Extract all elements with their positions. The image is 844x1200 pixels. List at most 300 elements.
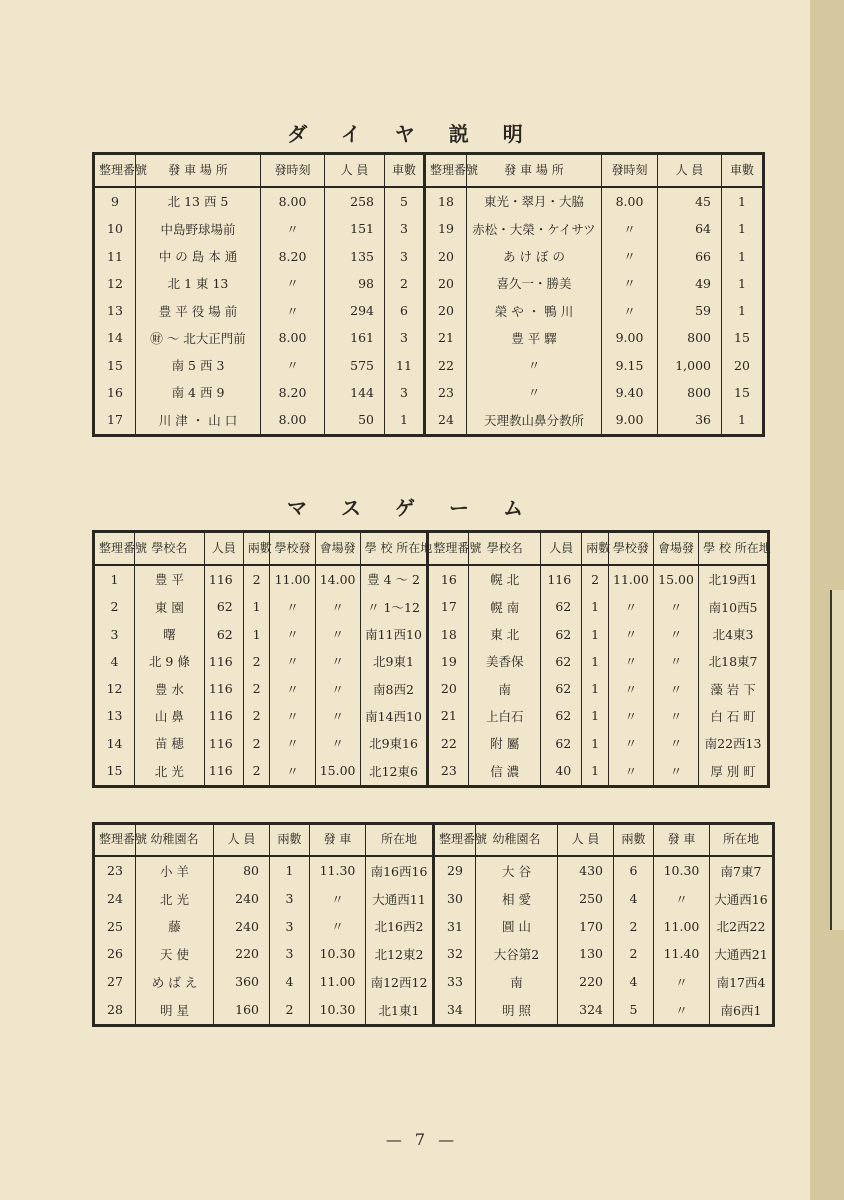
kinder-cell: 25 [94,912,136,940]
mass-cell: 116 [204,675,243,702]
kinder-cell: 360 [214,968,270,996]
mass-cell: 〃 [270,757,315,787]
kinder-cell: 6 [614,856,654,885]
kinder-cell: 170 [558,912,614,940]
kinder-cell: 藤 [136,912,214,940]
dia-cell: 〃 [261,270,325,297]
mass-cell: 62 [541,621,582,648]
kinder-cell: 〃 [654,995,710,1025]
table-row [94,593,769,620]
dia-cell: 〃 [261,351,325,378]
mass-cell: 2 [582,565,609,594]
mass-cell: 藻 岩 下 [699,675,769,702]
mass-cell: 〃 [315,730,360,757]
mass-cell: 山 鼻 [135,702,205,729]
dia-cell: 6 [385,297,425,324]
kinder-header: 整理番號 [434,824,476,856]
mass-cell: 上白石 [469,702,541,729]
dia-cell: 1 [385,406,425,436]
table-row [94,242,764,269]
mass-cell: 〃 [315,702,360,729]
dia-header: 發時刻 [602,154,658,187]
mass-cell: 北18東7 [699,648,769,675]
mass-cell: 幌 北 [469,565,541,594]
kinder-cell: 430 [558,856,614,885]
dia-cell: 12 [94,270,136,297]
mass-cell: 11.00 [608,565,653,594]
mass-cell: 15 [94,757,135,787]
dia-header: 發 車 場 所 [467,154,602,187]
kinder-cell: 圓 山 [476,912,558,940]
table-row [94,675,769,702]
kinder-cell: 相 愛 [476,885,558,913]
dia-cell: 11 [385,351,425,378]
dia-cell: 15 [722,379,764,406]
dia-cell: 3 [385,324,425,351]
dia-cell: 59 [658,297,722,324]
kinder-cell: 23 [94,856,136,885]
dia-table [92,152,765,437]
dia-cell: 8.00 [261,187,325,216]
dia-cell: 24 [425,406,467,436]
mass-cell: 1 [243,621,270,648]
mass-cell: 信 濃 [469,757,541,787]
kinder-cell: 南16西16 [366,856,434,885]
kinder-cell: 324 [558,995,614,1025]
mass-header: 學校發 [270,532,315,565]
mass-cell: 南10西5 [699,593,769,620]
mass-cell: 豊 平 [135,565,205,594]
mass-cell: 〃 [315,621,360,648]
mass-cell: 13 [94,702,135,729]
table-row [94,621,769,648]
dia-cell: 5 [385,187,425,216]
kinder-cell: 31 [434,912,476,940]
mass-cell: 1 [582,702,609,729]
kinder-header: 兩數 [270,824,310,856]
mass-cell: 南22西13 [699,730,769,757]
kinder-header: 發 車 [654,824,710,856]
mass-cell: 北19西1 [699,565,769,594]
dia-header: 整理番號 [425,154,467,187]
mass-cell: 〃 [608,675,653,702]
kinder-cell: 4 [614,968,654,996]
kinder-cell: 明 星 [136,995,214,1025]
dia-cell: 21 [425,324,467,351]
mass-cell: 北 9 條 [135,648,205,675]
dia-cell: 575 [325,351,385,378]
dia-cell: 〃 [602,270,658,297]
dia-cell: 1,000 [658,351,722,378]
dia-cell: 800 [658,324,722,351]
kinder-cell: 240 [214,885,270,913]
dia-cell: 8.00 [261,406,325,436]
dia-cell: 9.00 [602,324,658,351]
mass-cell: 17 [428,593,469,620]
mass-cell: 62 [204,593,243,620]
mass-cell: 1 [243,593,270,620]
mass-cell: 〃 [654,648,699,675]
mass-cell: 〃 [654,621,699,648]
mass-cell: 62 [541,702,582,729]
mass-cell: 〃 [654,757,699,787]
dia-cell: 800 [658,379,722,406]
kinder-cell: 220 [558,968,614,996]
mass-cell: 豊 水 [135,675,205,702]
kinder-header: 所在地 [366,824,434,856]
mass-cell: 14 [94,730,135,757]
dia-cell: 中 の 島 本 通 [136,242,261,269]
mass-cell: 〃 [608,730,653,757]
mass-header: 整理番號 [428,532,469,565]
kinder-cell: 24 [94,885,136,913]
kinder-cell: 1 [270,856,310,885]
dia-header: 發 車 場 所 [136,154,261,187]
mass-cell: 116 [204,648,243,675]
kinder-cell: 3 [270,885,310,913]
dia-cell: 98 [325,270,385,297]
mass-cell: 〃 [654,730,699,757]
kinder-cell: 5 [614,995,654,1025]
mass-cell: 23 [428,757,469,787]
kinder-cell: 小 羊 [136,856,214,885]
mass-cell: 東 北 [469,621,541,648]
dia-cell: 161 [325,324,385,351]
dia-cell: 3 [385,379,425,406]
table-row [94,324,764,351]
mass-cell: 南14西10 [360,702,428,729]
dia-cell: 16 [94,379,136,406]
mass-header: 會場發 [315,532,360,565]
kinder-cell: 北1東1 [366,995,434,1025]
kinder-cell: 250 [558,885,614,913]
mass-cell: 附 屬 [469,730,541,757]
mass-cell: 〃 1～12 [360,593,428,620]
kinder-cell: 30 [434,885,476,913]
mass-cell: 16 [428,565,469,594]
table-row [94,187,764,216]
mass-table [92,530,770,788]
mass-cell: 2 [243,702,270,729]
dia-cell: 南 5 西 3 [136,351,261,378]
mass-cell: 62 [541,648,582,675]
dia-cell: 3 [385,215,425,242]
mass-cell: 4 [94,648,135,675]
mass-cell: 〃 [270,675,315,702]
mass-cell: 南11西10 [360,621,428,648]
mass-cell: 116 [541,565,582,594]
table-row [94,995,774,1025]
mass-cell: 116 [204,702,243,729]
page-number: — 7 — [385,1130,459,1149]
kinder-cell: 大通西11 [366,885,434,913]
mass-cell: 苗 穂 [135,730,205,757]
kinder-header: 發 車 [310,824,366,856]
dia-cell: 1 [722,406,764,436]
dia-cell: 10 [94,215,136,242]
dia-cell: 19 [425,215,467,242]
mass-cell: 〃 [654,702,699,729]
mass-cell: 116 [204,730,243,757]
mass-cell: 〃 [608,648,653,675]
mass-cell: 3 [94,621,135,648]
dia-cell: 〃 [602,242,658,269]
dia-cell: 49 [658,270,722,297]
mass-cell: 北4東3 [699,621,769,648]
kinder-cell: 220 [214,940,270,968]
table-row [94,648,769,675]
dia-cell: 20 [722,351,764,378]
mass-cell: 豊 4 ～ 2 [360,565,428,594]
mass-cell: 22 [428,730,469,757]
kinder-cell: 北 光 [136,885,214,913]
kinder-cell: 80 [214,856,270,885]
dia-cell: 45 [658,187,722,216]
dia-cell: 〃 [261,215,325,242]
dia-cell: 豊 平 驛 [467,324,602,351]
kinder-cell: 32 [434,940,476,968]
dia-cell: 36 [658,406,722,436]
kinder-cell: 34 [434,995,476,1025]
mass-cell: 12 [94,675,135,702]
mass-cell: 1 [582,675,609,702]
dia-cell: 8.00 [602,187,658,216]
mass-cell: 北 光 [135,757,205,787]
dia-cell: 1 [722,215,764,242]
kinder-cell: 南12西12 [366,968,434,996]
kinder-cell: 南 [476,968,558,996]
kinder-cell: 南17西4 [710,968,774,996]
mass-cell: 116 [204,565,243,594]
kinder-cell: 天 使 [136,940,214,968]
table-row [94,565,769,594]
dia-cell: 喜久一・勝美 [467,270,602,297]
mass-header: 兩數 [582,532,609,565]
mass-header: 學校發 [608,532,653,565]
kinder-header: 兩數 [614,824,654,856]
table-row [94,215,764,242]
kinder-cell: 明 照 [476,995,558,1025]
kinder-cell: 2 [614,912,654,940]
mass-cell: 1 [582,621,609,648]
mass-cell: 〃 [608,702,653,729]
table-row [94,702,769,729]
mass-cell: 20 [428,675,469,702]
mass-header: 整理番號 [94,532,135,565]
kinder-header: 人 員 [558,824,614,856]
kinder-cell: 〃 [654,968,710,996]
mass-header: 人員 [541,532,582,565]
kinder-cell: め ば え [136,968,214,996]
kinder-header: 幼稚園名 [476,824,558,856]
mass-header: 學 校 所在地 [360,532,428,565]
dia-cell: 66 [658,242,722,269]
kinder-cell: 北16西2 [366,912,434,940]
dia-cell: 赤松・大榮・ケイサツ [467,215,602,242]
kinder-cell: 11.00 [654,912,710,940]
dia-cell: 〃 [602,297,658,324]
mass-cell: 南8西2 [360,675,428,702]
dia-header: 車數 [722,154,764,187]
dia-cell: 15 [94,351,136,378]
kinder-header: 整理番號 [94,824,136,856]
mass-cell: 62 [541,593,582,620]
dia-cell: 135 [325,242,385,269]
dia-cell: 13 [94,297,136,324]
table-row [94,885,774,913]
dia-cell: 9.40 [602,379,658,406]
index-tab [830,590,844,930]
mass-cell: 19 [428,648,469,675]
dia-header: 人 員 [325,154,385,187]
dia-cell: あ け ぼ の [467,242,602,269]
mass-cell: 116 [204,757,243,787]
mass-cell: 厚 別 町 [699,757,769,787]
kinder-cell: 29 [434,856,476,885]
dia-cell: 258 [325,187,385,216]
dia-cell: 1 [722,297,764,324]
mass-cell: 〃 [315,675,360,702]
mass-cell: 〃 [608,757,653,787]
dia-cell: 9.00 [602,406,658,436]
mass-cell: 21 [428,702,469,729]
table-row [94,940,774,968]
table-row [94,270,764,297]
dia-cell: 15 [722,324,764,351]
mass-header: 學 校 所在地 [699,532,769,565]
mass-cell: 62 [541,675,582,702]
kinder-cell: 3 [270,940,310,968]
table-row [94,406,764,436]
mass-cell: 62 [204,621,243,648]
mass-cell: 美香保 [469,648,541,675]
dia-cell: 中島野球場前 [136,215,261,242]
kinder-header: 幼稚園名 [136,824,214,856]
mass-cell: 15.00 [654,565,699,594]
dia-cell: 1 [722,187,764,216]
kinder-cell: 大谷第2 [476,940,558,968]
mass-cell: 東 園 [135,593,205,620]
mass-cell: 2 [243,730,270,757]
dia-cell: 〃 [602,215,658,242]
kinder-cell: 11.30 [310,856,366,885]
dia-cell: 1 [722,242,764,269]
dia-cell: 50 [325,406,385,436]
mass-header: 兩數 [243,532,270,565]
mass-cell: 北9東16 [360,730,428,757]
dia-cell: 3 [385,242,425,269]
kinder-cell: 160 [214,995,270,1025]
mass-cell: 1 [582,757,609,787]
kinder-cell: 北12東2 [366,940,434,968]
kinder-cell: 27 [94,968,136,996]
mass-cell: 2 [243,565,270,594]
mass-cell: 62 [541,730,582,757]
table-row [94,297,764,324]
dia-header: 車數 [385,154,425,187]
dia-cell: 北 1 東 13 [136,270,261,297]
mass-cell: 15.00 [315,757,360,787]
dia-cell: 23 [425,379,467,406]
dia-cell: 18 [425,187,467,216]
dia-cell: 144 [325,379,385,406]
dia-cell: 8.20 [261,379,325,406]
mass-cell: 2 [243,648,270,675]
dia-cell: 151 [325,215,385,242]
dia-cell: 20 [425,242,467,269]
dia-cell: 川 津 ・ 山 口 [136,406,261,436]
dia-cell: 8.00 [261,324,325,351]
mass-cell: 1 [582,593,609,620]
dia-cell: 20 [425,297,467,324]
dia-cell: 17 [94,406,136,436]
kinder-cell: 26 [94,940,136,968]
kinder-cell: 大通西21 [710,940,774,968]
mass-header: 人員 [204,532,243,565]
kinder-cell: 3 [270,912,310,940]
kinder-cell: 北2西22 [710,912,774,940]
dia-cell: 天理教山鼻分教所 [467,406,602,436]
mass-cell: 1 [582,730,609,757]
mass-cell: 〃 [315,593,360,620]
kinder-cell: 大通西16 [710,885,774,913]
kinder-cell: 10.30 [310,940,366,968]
dia-cell: 南 4 西 9 [136,379,261,406]
mass-header: 會場發 [654,532,699,565]
dia-cell: 1 [722,270,764,297]
kinder-table [92,822,775,1027]
mass-cell: 1 [582,648,609,675]
mass-header: 學校名 [135,532,205,565]
dia-cell: 8.20 [261,242,325,269]
dia-header: 整理番號 [94,154,136,187]
kinder-cell: 2 [614,940,654,968]
kinder-cell: 11.00 [310,968,366,996]
kinder-cell: 2 [270,995,310,1025]
dia-cell: 294 [325,297,385,324]
kinder-cell: 240 [214,912,270,940]
mass-cell: 〃 [654,675,699,702]
table-row [94,757,769,787]
mass-cell: 11.00 [270,565,315,594]
kinder-cell: 南7東7 [710,856,774,885]
dia-cell: 〃 [467,351,602,378]
table-row [94,730,769,757]
dia-cell: 〃 [467,379,602,406]
dia-cell: 〃 [261,297,325,324]
kinder-cell: 〃 [310,885,366,913]
mass-cell: 1 [94,565,135,594]
mass-cell: 〃 [315,648,360,675]
dia-cell: 22 [425,351,467,378]
mass-cell: 〃 [270,648,315,675]
mass-cell: 40 [541,757,582,787]
kinder-cell: 28 [94,995,136,1025]
dia-cell: 64 [658,215,722,242]
kinder-cell: 4 [614,885,654,913]
dia-cell: ㊖ ～ 北大正門前 [136,324,261,351]
dia-cell: 14 [94,324,136,351]
mass-cell: 曙 [135,621,205,648]
kinder-cell: 〃 [310,912,366,940]
dia-cell: 榮 や ・ 鴨 川 [467,297,602,324]
table-row [94,379,764,406]
dia-title: ダイヤ説明 [287,122,557,146]
dia-header: 人 員 [658,154,722,187]
mass-cell: 18 [428,621,469,648]
mass-cell: 〃 [608,621,653,648]
dia-cell: 2 [385,270,425,297]
